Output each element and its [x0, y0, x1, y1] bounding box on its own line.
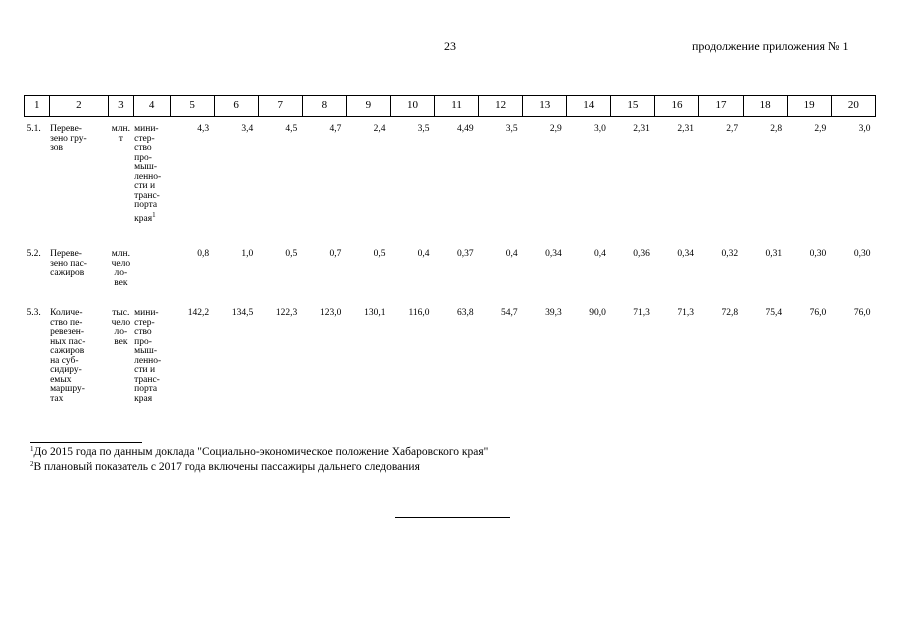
row-unit: млн. т: [111, 124, 130, 144]
row-value: 2,31: [633, 124, 650, 134]
continuation-label: продолжение приложения № 1: [692, 39, 849, 53]
row-value: 0,32: [721, 249, 739, 259]
row-name: Количе- ство пе- ревезен- ных пас- сажиров на суб- сидиру- емых маршру- тах: [50, 308, 86, 404]
row-value: 0,37: [456, 249, 474, 259]
row-value: 54,7: [501, 308, 518, 318]
row-name: Переве- зено пас- сажиров: [50, 249, 87, 278]
row-value: 123,0: [319, 308, 342, 318]
row-value: 2,9: [814, 124, 827, 134]
row-value: 0,34: [677, 249, 694, 259]
column-header: 13: [523, 96, 567, 117]
footnote-mark: 1: [152, 210, 156, 219]
row-value: 4,7: [329, 124, 342, 134]
column-header: 19: [787, 96, 831, 117]
column-header: 3: [109, 96, 134, 117]
row-value: 130,1: [364, 308, 386, 318]
row-value: 4,5: [285, 124, 298, 134]
row-value: 0,30: [853, 249, 871, 259]
row-value: 142,2: [187, 308, 210, 318]
indicators-table: [24, 95, 876, 419]
row-source: мини- стер- ство про- мыш- ленно- сти и транс- порта края: [134, 124, 162, 224]
column-header: 6: [214, 96, 258, 117]
row-value: 2,7: [726, 124, 739, 134]
row-value: 0,4: [505, 249, 518, 259]
row-value: 0,31: [765, 249, 783, 259]
page-end-divider: [395, 517, 510, 518]
row-value: 90,0: [589, 308, 606, 318]
row-value: 0,30: [809, 249, 827, 259]
column-header: 14: [567, 96, 611, 117]
row-source: [133, 250, 170, 309]
row-value: 76,0: [809, 308, 827, 318]
row-value: 3,0: [593, 124, 606, 134]
row-value: 134,5: [231, 308, 254, 318]
row-value: 0,4: [593, 249, 606, 259]
row-unit: млн. чело ло- век: [111, 249, 131, 288]
row-value: 0,8: [197, 249, 210, 259]
column-header: 5: [170, 96, 214, 117]
footnote-mark: 2: [30, 460, 34, 468]
row-name: Переве- зено гру- зов: [50, 124, 87, 153]
row-value: 0,36: [633, 249, 650, 259]
row-value: 0,7: [329, 249, 342, 259]
column-header: 1: [25, 96, 50, 117]
table-row: [25, 250, 876, 309]
row-value: 2,9: [549, 124, 562, 134]
row-unit: тыс. чело ло- век: [111, 308, 131, 347]
row-value: 3,0: [858, 124, 871, 134]
page-number: 23: [444, 39, 456, 53]
column-header: 2: [49, 96, 108, 117]
column-number-row: [25, 96, 876, 117]
row-value: 4,49: [456, 124, 474, 134]
column-header: 9: [346, 96, 390, 117]
row-value: 116,0: [408, 308, 430, 318]
row-value: 71,3: [677, 308, 694, 318]
row-code: 5.1.: [26, 124, 41, 134]
column-header: 18: [743, 96, 787, 117]
row-value: 71,3: [633, 308, 650, 318]
row-value: 76,0: [853, 308, 871, 318]
table-row: [25, 117, 876, 251]
row-value: 63,8: [456, 308, 474, 318]
row-value: 122,3: [275, 308, 298, 318]
table-row: [25, 309, 876, 419]
row-value: 0,5: [373, 249, 386, 259]
footnote-text: До 2015 года по данным доклада "Социально-экономическое положение Хабаровского края": [33, 446, 489, 458]
row-value: 72,8: [721, 308, 739, 318]
column-header: 15: [611, 96, 655, 117]
footnote-2: [30, 460, 420, 473]
row-value: 0,34: [545, 249, 562, 259]
column-header: 7: [258, 96, 302, 117]
row-source-cell: [133, 117, 170, 251]
row-value: 2,31: [677, 124, 694, 134]
row-source: мини- стер- ство про- мыш- ленно- сти и транс- порта края: [134, 308, 162, 404]
row-value: 3,4: [241, 124, 254, 134]
footnote-separator: [30, 442, 142, 443]
footnote-mark: 1: [30, 445, 34, 453]
footnote-text: В плановый показатель с 2017 года включены пассажиры дальнего следования: [33, 461, 420, 473]
row-value: 39,3: [545, 308, 562, 318]
row-value: 4,3: [197, 124, 210, 134]
column-header: 12: [479, 96, 523, 117]
row-value: 0,5: [285, 249, 298, 259]
column-header: 8: [302, 96, 346, 117]
row-value: 75,4: [765, 308, 783, 318]
row-value: 1,0: [241, 249, 254, 259]
column-header: 11: [435, 96, 479, 117]
column-header: 20: [831, 96, 875, 117]
row-value: 3,5: [505, 124, 518, 134]
column-header: 16: [655, 96, 699, 117]
column-header: 4: [133, 96, 170, 117]
row-value: 2,4: [373, 124, 386, 134]
row-value: 0,4: [417, 249, 430, 259]
column-header: 10: [390, 96, 434, 117]
row-value: 3,5: [417, 124, 430, 134]
column-header: 17: [699, 96, 743, 117]
footnote-1: [30, 445, 488, 458]
row-value: 2,8: [770, 124, 783, 134]
row-code: 5.2.: [26, 249, 41, 259]
row-code: 5.3.: [26, 308, 41, 318]
